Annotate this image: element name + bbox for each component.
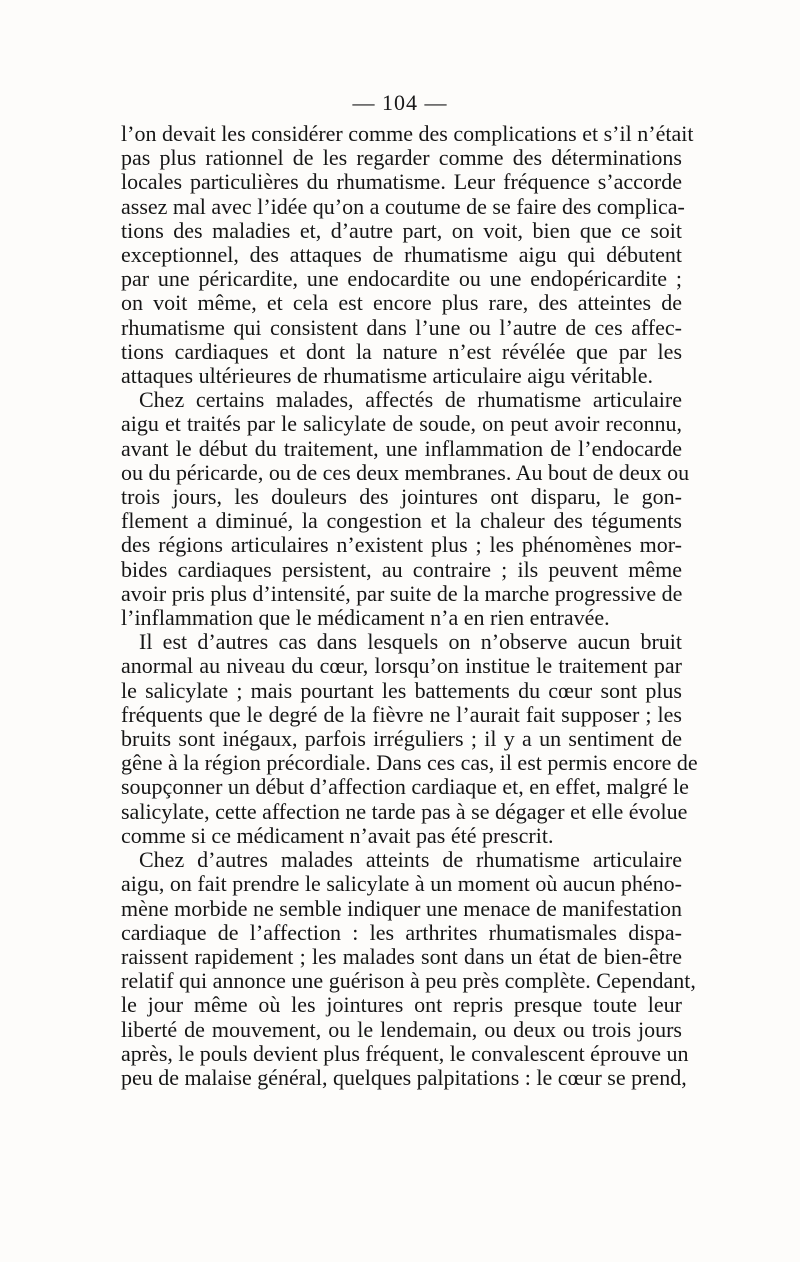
text-line: peu de malaise général, quelques palpitations : le cœur se prend, (121, 1064, 687, 1090)
text-line: on voit même, et cela est encore plus rare, des atteintes de (121, 290, 682, 316)
text-line: par une péricardite, une endocardite ou une endopéricardite ; (121, 266, 682, 292)
text-line: relatif qui annonce une guérison à peu près complète. Cependant, (121, 968, 696, 994)
text-line: Il est d’autres cas dans lesquels on n’observe aucun bruit (139, 629, 682, 655)
text-line: tions des maladies et, d’autre part, on voit, bien que ce soit (121, 217, 682, 243)
text-line: après, le pouls devient plus fréquent, le convalescent éprouve un (121, 1040, 689, 1066)
text-line: avoir pris plus d’intensité, par suite de la marche progressive de (121, 580, 683, 606)
text-line: le salicylate ; mais pourtant les battements du cœur sont plus (121, 677, 682, 703)
text-line: le jour même où les jointures ont repris presque toute leur (121, 992, 682, 1018)
body-text (121, 121, 698, 1090)
text-line: l’inflammation que le médicament n’a en rien entravée. (121, 605, 610, 631)
text-line: rhumatisme qui consistent dans l’une ou l’autre de ces affec- (121, 314, 682, 340)
text-line: liberté de mouvement, ou le lendemain, ou deux ou trois jours (121, 1016, 682, 1042)
text-line: trois jours, les douleurs des jointures ont disparu, le gon- (121, 484, 682, 510)
text-line: pas plus rationnel de les regarder comme des déterminations (121, 145, 682, 171)
text-line: assez mal avec l’idée qu’on a coutume de se faire des complica- (121, 193, 685, 219)
text-line: locales particulières du rhumatisme. Leur fréquence s’accorde (121, 169, 682, 195)
text-line: aigu et traités par le salicylate de soude, on peut avoir reconnu, (121, 411, 682, 437)
text-line: anormal au niveau du cœur, lorsqu’on institue le traitement par (121, 653, 682, 679)
text-line: fréquents que le degré de la fièvre ne l’aurait fait supposer ; les (121, 701, 682, 727)
paragraph (121, 387, 690, 631)
text-line: tions cardiaques et dont la nature n’est révélée que par les (121, 338, 682, 364)
paragraph (121, 847, 696, 1090)
text-line: comme si ce médicament n’avait pas été prescrit. (121, 822, 554, 848)
text-line: avant le début du traitement, une inflammation de l’endocarde (121, 435, 682, 461)
text-line: flement a diminué, la congestion et la chaleur des téguments (121, 508, 682, 534)
text-line: bruits sont inégaux, parfois irréguliers ; il y a un sentiment de (121, 726, 682, 752)
text-line: soupçonner un début d’affection cardiaque et, en effet, malgré le (121, 774, 689, 800)
paragraph (121, 629, 698, 848)
text-line: bides cardiaques persistent, au contraire ; ils peuvent même (121, 556, 682, 582)
text-line: ou du péricarde, ou de ces deux membranes. Au bout de deux ou (121, 459, 690, 485)
text-line: exceptionnel, des attaques de rhumatisme aigu qui débutent (121, 242, 682, 268)
text-line: cardiaque de l’affection : les arthrites rhumatismales dispa- (121, 919, 682, 945)
text-line: Chez certains malades, affectés de rhumatisme articulaire (139, 387, 682, 413)
text-line: attaques ultérieures de rhumatisme articulaire aigu véritable. (121, 363, 654, 389)
text-line: mène morbide ne semble indiquer une menace de manifestation (121, 895, 682, 921)
text-line: aigu, on fait prendre le salicylate à un moment où aucun phéno- (121, 871, 682, 897)
text-line: Chez d’autres malades atteints de rhumatisme articulaire (139, 847, 682, 873)
page-number: — 104 — (352, 90, 448, 115)
text-line: l’on devait les considérer comme des complications et s’il n’était (121, 121, 694, 146)
text-line: raissent rapidement ; les malades sont dans un état de bien-être (121, 943, 682, 969)
text-line: gêne à la région précordiale. Dans ces cas, il est permis encore de (121, 750, 698, 776)
text-line: des régions articulaires n’existent plus ; les phénomènes mor- (121, 532, 682, 558)
paragraph (121, 121, 694, 389)
text-line: salicylate, cette affection ne tarde pas à se dégager et elle évolue (121, 798, 688, 824)
